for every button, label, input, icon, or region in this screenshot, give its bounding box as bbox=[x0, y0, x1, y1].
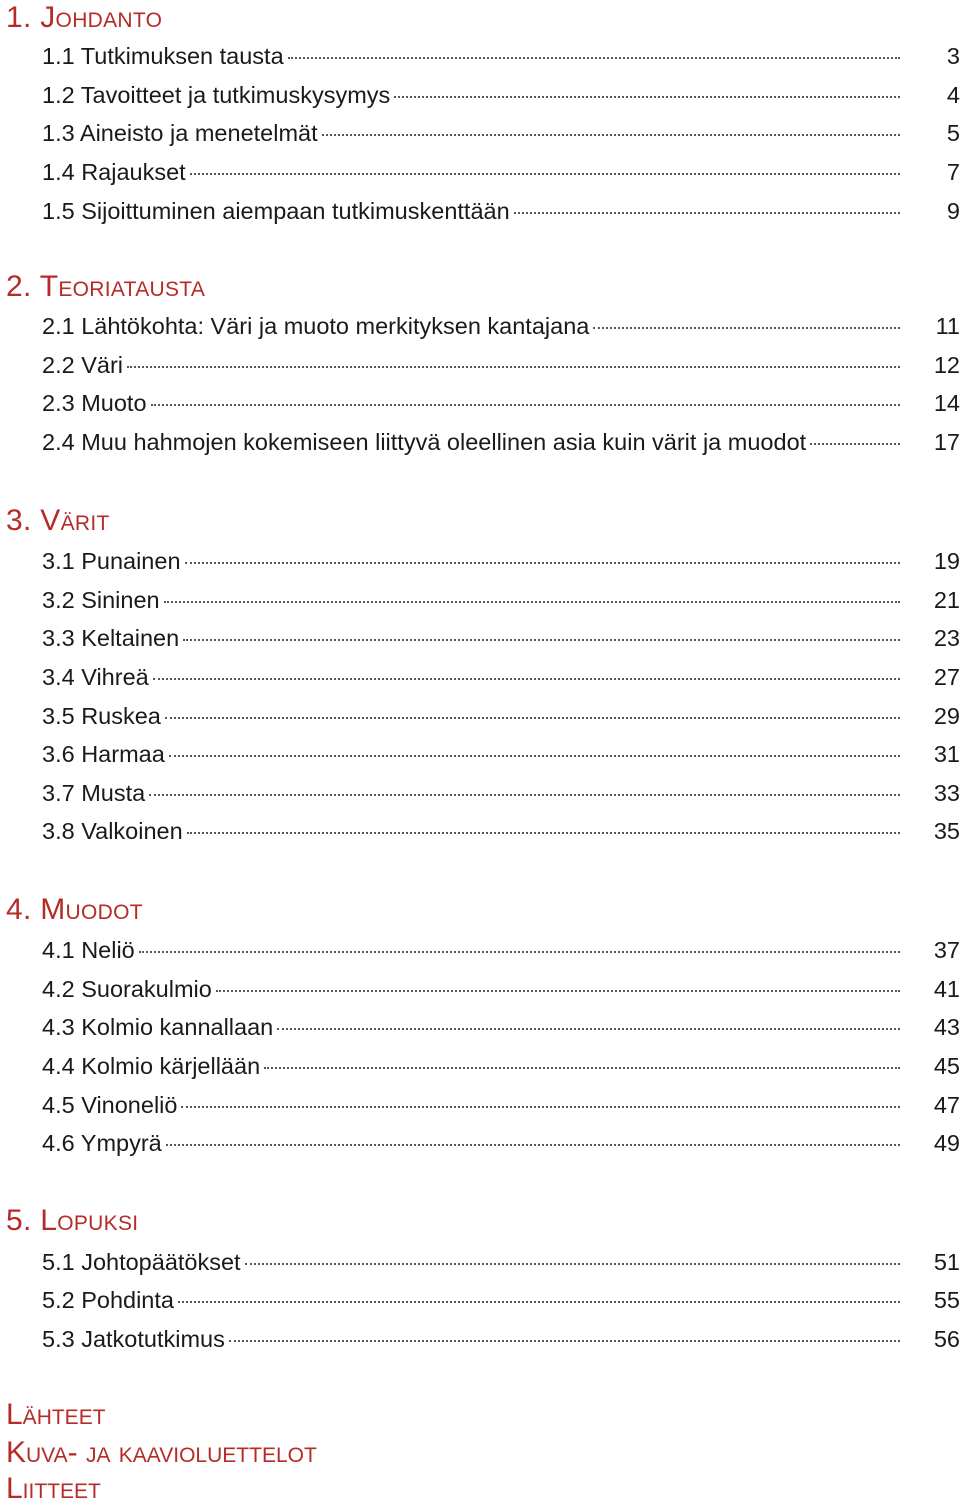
toc-entry-label: 4.1 Neliö bbox=[42, 937, 135, 963]
toc-entry[interactable] bbox=[42, 38, 960, 74]
toc-entry-label: 3.8 Valkoinen bbox=[42, 818, 183, 844]
dot-leader bbox=[127, 366, 900, 368]
dot-leader bbox=[277, 1028, 900, 1030]
toc-page-number: 23 bbox=[933, 625, 960, 651]
toc-page-number: 49 bbox=[933, 1130, 960, 1156]
dot-leader bbox=[245, 1263, 900, 1265]
dot-leader bbox=[183, 639, 900, 641]
toc-entry-label: 4.2 Suorakulmio bbox=[42, 976, 212, 1002]
section-heading-lopuksi[interactable]: 5. Lopuksi bbox=[6, 1204, 139, 1237]
toc-entry[interactable] bbox=[42, 424, 960, 460]
toc-entry[interactable] bbox=[42, 582, 960, 618]
toc-entry-label: 1.2 Tavoitteet ja tutkimuskysymys bbox=[42, 82, 391, 108]
toc-page-number: 4 bbox=[946, 82, 960, 108]
toc-entry-label: 1.3 Aineisto ja menetelmät bbox=[42, 120, 318, 146]
toc-entry[interactable] bbox=[42, 971, 960, 1007]
toc-page-number: 41 bbox=[933, 976, 960, 1002]
toc-entry-label: 4.4 Kolmio kärjellään bbox=[42, 1053, 261, 1079]
toc-page-number: 19 bbox=[933, 548, 960, 574]
toc-entry[interactable] bbox=[42, 1009, 960, 1045]
dot-leader bbox=[164, 601, 900, 603]
backmatter-lahteet[interactable]: Lähteet bbox=[6, 1398, 106, 1431]
dot-leader bbox=[149, 794, 900, 796]
toc-entry-label: 2.1 Lähtökohta: Väri ja muoto merkityksen kantajana bbox=[42, 313, 590, 339]
toc-page-number: 9 bbox=[946, 198, 960, 224]
toc-entry[interactable] bbox=[42, 1321, 960, 1357]
toc-page-number: 33 bbox=[933, 780, 960, 806]
dot-leader bbox=[151, 404, 900, 406]
toc-page-number: 12 bbox=[933, 352, 960, 378]
toc-entry-label: 1.1 Tutkimuksen tausta bbox=[42, 43, 284, 69]
toc-entry[interactable] bbox=[42, 620, 960, 656]
toc-entry[interactable] bbox=[42, 736, 960, 772]
toc-entry[interactable] bbox=[42, 1087, 960, 1123]
dot-leader bbox=[264, 1067, 900, 1069]
dot-leader bbox=[810, 443, 900, 445]
toc-entry[interactable] bbox=[42, 1244, 960, 1280]
toc-entry-label: 3.4 Vihreä bbox=[42, 664, 149, 690]
toc-entry-label: 4.3 Kolmio kannallaan bbox=[42, 1014, 274, 1040]
dot-leader bbox=[593, 327, 900, 329]
dot-leader bbox=[169, 755, 900, 757]
section-heading-varit[interactable]: 3. Värit bbox=[6, 504, 110, 537]
toc-entry-label: 3.2 Sininen bbox=[42, 587, 160, 613]
dot-leader bbox=[181, 1106, 900, 1108]
toc-entry-label: 3.5 Ruskea bbox=[42, 703, 161, 729]
toc-entry-label: 4.5 Vinoneliö bbox=[42, 1092, 178, 1118]
dot-leader bbox=[190, 173, 900, 175]
toc-page-number: 45 bbox=[933, 1053, 960, 1079]
toc-page-number: 21 bbox=[933, 587, 960, 613]
dot-leader bbox=[514, 212, 900, 214]
toc-entry[interactable] bbox=[42, 385, 960, 421]
dot-leader bbox=[178, 1301, 900, 1303]
toc-page-number: 29 bbox=[933, 703, 960, 729]
toc-entry-label: 5.3 Jatkotutkimus bbox=[42, 1326, 225, 1352]
toc-page-number: 56 bbox=[933, 1326, 960, 1352]
toc-entry-label: 3.6 Harmaa bbox=[42, 741, 165, 767]
dot-leader bbox=[165, 717, 900, 719]
toc-entry[interactable] bbox=[42, 193, 960, 229]
toc-page-number: 43 bbox=[933, 1014, 960, 1040]
toc-entry-label: 2.3 Muoto bbox=[42, 390, 147, 416]
toc-page-number: 11 bbox=[935, 313, 960, 339]
toc-entry-label: 5.2 Pohdinta bbox=[42, 1287, 174, 1313]
toc-entry[interactable] bbox=[42, 1282, 960, 1318]
toc-page-number: 47 bbox=[933, 1092, 960, 1118]
toc-page-number: 31 bbox=[933, 741, 960, 767]
dot-leader bbox=[139, 951, 900, 953]
section-heading-teoriatausta[interactable]: 2. Teoriatausta bbox=[6, 270, 206, 303]
toc-entry[interactable] bbox=[42, 659, 960, 695]
toc-entry[interactable] bbox=[42, 77, 960, 113]
dot-leader bbox=[185, 562, 900, 564]
section-heading-muodot[interactable]: 4. Muodot bbox=[6, 893, 143, 926]
section-heading-johdanto[interactable]: 1. Johdanto bbox=[6, 1, 163, 34]
toc-entry[interactable] bbox=[42, 154, 960, 190]
toc-entry-label: 3.1 Punainen bbox=[42, 548, 181, 574]
toc-entry[interactable] bbox=[42, 932, 960, 968]
dot-leader bbox=[166, 1144, 900, 1146]
toc-entry-label: 1.5 Sijoittuminen aiempaan tutkimuskenttään bbox=[42, 198, 510, 224]
toc-entry[interactable] bbox=[42, 813, 960, 849]
toc-entry[interactable] bbox=[42, 347, 960, 383]
backmatter-kuvaluettelot[interactable]: Kuva- ja kaavioluettelot bbox=[6, 1436, 317, 1469]
toc-entry[interactable] bbox=[42, 1125, 960, 1161]
toc-entry[interactable] bbox=[42, 543, 960, 579]
toc-page-number: 3 bbox=[946, 43, 960, 69]
toc-page-number: 35 bbox=[933, 818, 960, 844]
dot-leader bbox=[394, 96, 900, 98]
toc-entry-label: 2.4 Muu hahmojen kokemiseen liittyvä oleellinen asia kuin värit ja muodot bbox=[42, 429, 807, 455]
toc-page-number: 51 bbox=[933, 1249, 960, 1275]
toc-entry[interactable] bbox=[42, 308, 960, 344]
toc-entry-label: 3.3 Keltainen bbox=[42, 625, 180, 651]
dot-leader bbox=[216, 990, 900, 992]
toc-entry-label: 5.1 Johtopäätökset bbox=[42, 1249, 241, 1275]
backmatter-liitteet[interactable]: Liitteet bbox=[6, 1472, 101, 1505]
toc-page-number: 7 bbox=[946, 159, 960, 185]
toc-entry[interactable] bbox=[42, 115, 960, 151]
toc-page-number: 17 bbox=[933, 429, 960, 455]
toc-page-number: 27 bbox=[933, 664, 960, 690]
toc-entry-label: 3.7 Musta bbox=[42, 780, 146, 806]
toc-entry[interactable] bbox=[42, 1048, 960, 1084]
toc-entry-label: 4.6 Ympyrä bbox=[42, 1130, 162, 1156]
toc-page-number: 5 bbox=[946, 120, 960, 146]
toc-entry[interactable] bbox=[42, 698, 960, 734]
dot-leader bbox=[229, 1340, 900, 1342]
toc-page-number: 55 bbox=[933, 1287, 960, 1313]
dot-leader bbox=[288, 57, 900, 59]
toc-page-number: 14 bbox=[933, 390, 960, 416]
toc-entry-label: 2.2 Väri bbox=[42, 352, 123, 378]
toc-entry[interactable] bbox=[42, 775, 960, 811]
toc-page-number: 37 bbox=[933, 937, 960, 963]
dot-leader bbox=[322, 134, 900, 136]
dot-leader bbox=[153, 678, 900, 680]
toc-entry-label: 1.4 Rajaukset bbox=[42, 159, 186, 185]
dot-leader bbox=[187, 832, 900, 834]
